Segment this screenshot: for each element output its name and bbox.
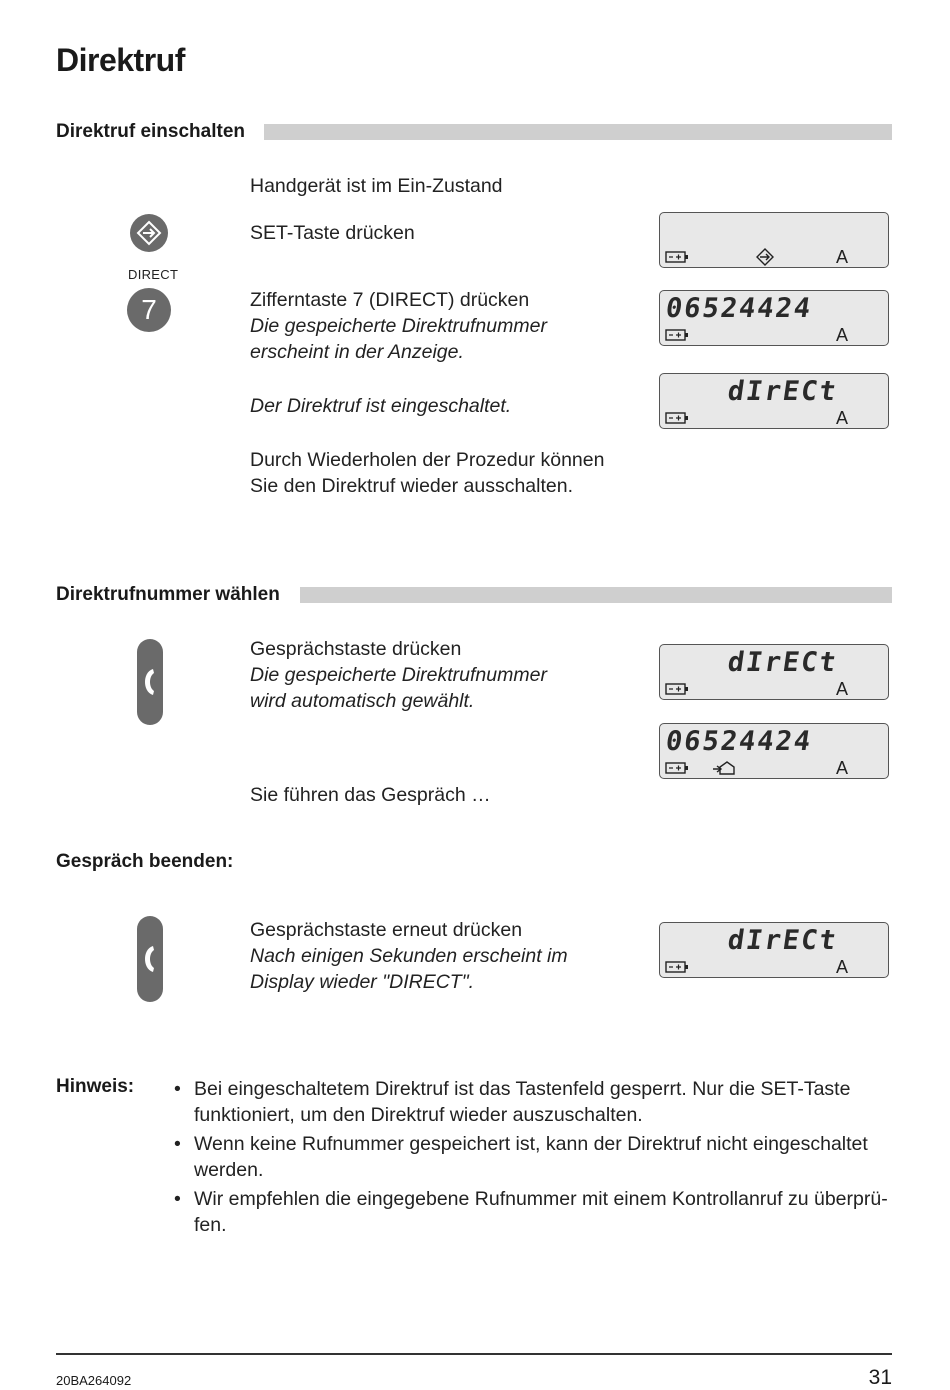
battery-icon: [665, 329, 689, 341]
lcd-display-set: [659, 212, 889, 268]
step-press-7-note-1: Die gespeicherte Direktrufnummer: [250, 315, 547, 337]
note-item: [172, 1186, 892, 1238]
step-direct-enabled: [250, 393, 511, 419]
footer-rule: [56, 1353, 892, 1355]
note-label: Hinweis:: [56, 1076, 135, 1097]
talk-key-icon: [137, 916, 163, 1002]
step-press-set: SET-Taste drücken: [250, 222, 415, 244]
battery-icon: [665, 961, 689, 973]
talk-key-icon: [137, 639, 163, 725]
lcd-indicator-a: A: [836, 679, 849, 699]
set-diamond-icon: [136, 220, 162, 246]
lcd-indicator-a: A: [836, 247, 849, 267]
step-repeat-disable: [250, 447, 604, 499]
section-heading-gespraech-beenden: Gespräch beenden:: [56, 851, 234, 872]
lcd-indicator-a: A: [836, 325, 849, 345]
battery-icon: [665, 251, 689, 263]
bullet: •: [174, 1188, 181, 1210]
lcd-display-number-call: [659, 723, 889, 779]
lcd-digits: dIrECt: [725, 376, 840, 407]
lcd-display-direct: [659, 644, 889, 700]
set-key-icon: [130, 214, 168, 252]
set-symbol-icon: [756, 248, 774, 266]
step-press-talk-again: [250, 917, 568, 995]
lcd-indicator-a: A: [836, 408, 849, 428]
press-talk-again-note-2: Display wieder "DIRECT".: [250, 971, 475, 993]
direct-key-label: DIRECT: [128, 267, 179, 282]
step-press-7-text: Zifferntaste 7 (DIRECT) drücken: [250, 289, 530, 311]
direct-enabled-note: Der Direktruf ist eingeschaltet.: [250, 395, 512, 417]
battery-icon: [665, 412, 689, 424]
step-press-7-note-2: erscheint in der Anzeige.: [250, 341, 464, 363]
lcd-display-direct: [659, 373, 889, 429]
press-talk-again-text: Gesprächstaste erneut drücken: [250, 919, 523, 941]
digit-7-key-icon: 7: [127, 288, 171, 332]
repeat-disable-line-2: Sie den Direktruf wieder ausschalten.: [250, 475, 573, 497]
note-list: [172, 1076, 892, 1241]
note-item: [172, 1131, 892, 1183]
press-talk-note-2: wird automatisch gewählt.: [250, 690, 475, 712]
section-divider-bar: [264, 124, 892, 140]
note-item: [172, 1076, 892, 1128]
note-item-text: Wenn keine Rufnummer gespeichert ist, kann der Direktruf nicht eingeschaltet werden.: [194, 1133, 868, 1181]
repeat-disable-line-1: Durch Wiederholen der Prozedur können: [250, 449, 605, 471]
page-number: 31: [868, 1366, 892, 1389]
press-talk-text: Gesprächstaste drücken: [250, 638, 462, 660]
page-title: Direktruf: [56, 42, 185, 78]
lcd-indicator-a: A: [836, 957, 849, 977]
battery-icon: [665, 762, 689, 774]
line-busy-icon: [712, 760, 736, 776]
press-talk-again-note-1: Nach einigen Sekunden erscheint im: [250, 945, 568, 967]
step-press-talk: [250, 636, 547, 714]
lcd-digits: 06524424: [663, 293, 815, 324]
handset-icon: [137, 916, 163, 1002]
section-heading-direktruf-einschalten: Direktruf einschalten: [56, 121, 245, 142]
note-item-text: Wir empfehlen die eingegebene Rufnummer mit einem Kontrollanruf zu überprü-fen.: [194, 1188, 888, 1236]
step-press-7: [250, 287, 547, 365]
bullet: •: [174, 1078, 181, 1100]
lcd-digits: dIrECt: [725, 925, 840, 956]
handset-icon: [137, 639, 163, 725]
step-handset-on: Handgerät ist im Ein-Zustand: [250, 175, 503, 197]
note-item-text: Bei eingeschaltetem Direktruf ist das Tastenfeld gesperrt. Nur die SET-Taste funktioniert, um den Direktruf wieder auszuschalten.: [194, 1078, 851, 1126]
lcd-digits: 06524424: [663, 726, 815, 757]
lcd-display-direct: [659, 922, 889, 978]
lcd-indicator-a: A: [836, 758, 849, 778]
section-divider-bar: [300, 587, 892, 603]
lcd-digits: dIrECt: [725, 647, 840, 678]
step-conversation: Sie führen das Gespräch …: [250, 784, 491, 806]
battery-icon: [665, 683, 689, 695]
lcd-display-number: [659, 290, 889, 346]
document-id: 20BA264092: [56, 1373, 132, 1388]
bullet: •: [174, 1133, 181, 1155]
press-talk-note-1: Die gespeicherte Direktrufnummer: [250, 664, 547, 686]
section-heading-direktrufnummer-waehlen: Direktrufnummer wählen: [56, 584, 280, 605]
